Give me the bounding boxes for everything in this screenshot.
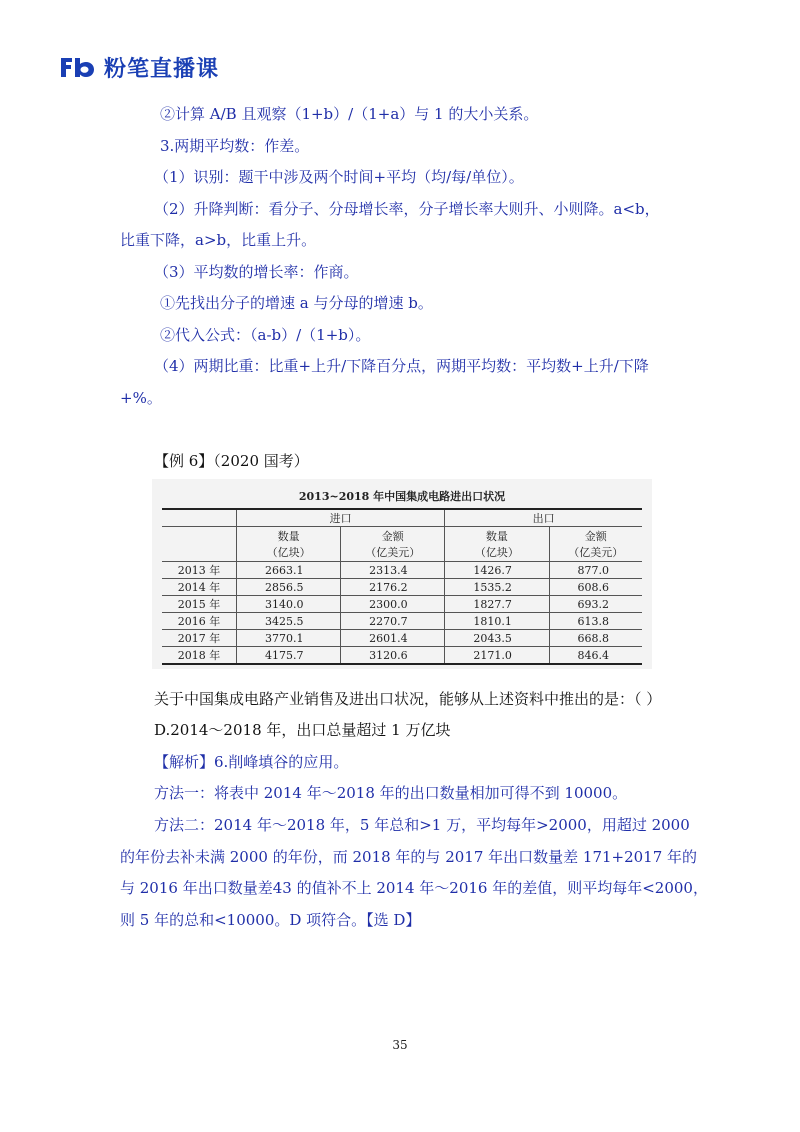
analysis-line: 的年份去补未满 2000 的年份，而 2018 年的与 2017 年出口数量差 171+2017 年的 <box>120 848 698 866</box>
brand-logo <box>58 52 219 82</box>
text-line: ②计算 A/B 且观察（1+b）/（1+a）与 1 的大小关系。 <box>160 105 539 123</box>
table-group-header: 出口 <box>445 509 642 527</box>
table-column-header: 数量 （亿块） <box>445 527 549 562</box>
table-column-header: 金额 （亿美元） <box>341 527 445 562</box>
table-cell: 2300.0 <box>341 596 445 613</box>
text-line: ①先找出分子的增速 a 与分母的增速 b。 <box>160 294 433 312</box>
text-line: （4）两期比重：比重+上升/下降百分点，两期平均数：平均数+上升/下降 <box>154 357 649 375</box>
question-text: 关于中国集成电路产业销售及进出口状况，能够从上述资料中推出的是：（ ） <box>154 690 662 708</box>
table-corner <box>162 509 237 527</box>
table-cell-year: 2014 年 <box>162 579 237 596</box>
table-cell: 2171.0 <box>445 647 549 665</box>
table-corner <box>162 527 237 562</box>
option-d: D.2014～2018 年，出口总量超过 1 万亿块 <box>154 721 451 739</box>
text-line: 比重下降，a>b，比重上升。 <box>120 231 317 249</box>
table-column-header: 数量 （亿块） <box>237 527 341 562</box>
analysis-line: 与 2016 年出口数量差43 的值补不上 2014 年～2016 年的差值，则平均每年<2000， <box>120 879 708 897</box>
table-cell: 877.0 <box>549 562 642 579</box>
table-cell: 2663.1 <box>237 562 341 579</box>
text-line: 3.两期平均数：作差。 <box>160 137 310 155</box>
table-cell: 3120.6 <box>341 647 445 665</box>
table-row <box>162 630 642 647</box>
text-line: （3）平均数的增长率：作商。 <box>154 263 359 281</box>
analysis-line: 方法一：将表中 2014 年～2018 年的出口数量相加可得不到 10000。 <box>154 784 628 802</box>
page-number: 35 <box>392 1038 408 1052</box>
table-row <box>162 613 642 630</box>
table-cell: 1827.7 <box>445 596 549 613</box>
table-cell: 3425.5 <box>237 613 341 630</box>
table-cell: 2601.4 <box>341 630 445 647</box>
table-row <box>162 579 642 596</box>
analysis-line: 方法二：2014 年～2018 年，5 年总和>1 万，平均每年>2000，用超过 2000 <box>154 816 690 834</box>
table-cell: 613.8 <box>549 613 642 630</box>
data-table <box>162 485 642 665</box>
data-table-image <box>152 479 652 669</box>
text-line: （1）识别：题干中涉及两个时间+平均（均/每/单位）。 <box>154 168 524 186</box>
table-group-header: 进口 <box>237 509 445 527</box>
table-cell: 3770.1 <box>237 630 341 647</box>
table-cell-year: 2017 年 <box>162 630 237 647</box>
table-cell-year: 2016 年 <box>162 613 237 630</box>
text-line: （2）升降判断：看分子、分母增长率，分子增长率大则升、小则降。a<b， <box>154 200 660 218</box>
table-cell: 2270.7 <box>341 613 445 630</box>
table-cell: 2176.2 <box>341 579 445 596</box>
table-row <box>162 647 642 665</box>
table-cell: 2043.5 <box>445 630 549 647</box>
table-cell: 1810.1 <box>445 613 549 630</box>
brand-name: 粉笔直播课 <box>104 56 220 82</box>
example-label: 【例 6】（2020 国考） <box>154 452 309 470</box>
table-cell-year: 2015 年 <box>162 596 237 613</box>
table-cell: 1426.7 <box>445 562 549 579</box>
table-column-header: 金额 （亿美元） <box>549 527 642 562</box>
table-cell: 693.2 <box>549 596 642 613</box>
analysis-line: 则 5 年的总和<10000。D 项符合。【选 D】 <box>120 911 421 929</box>
table-cell: 2856.5 <box>237 579 341 596</box>
table-cell: 2313.4 <box>341 562 445 579</box>
table-cell: 668.8 <box>549 630 642 647</box>
table-row <box>162 562 642 579</box>
text-line: ②代入公式：（a-b）/（1+b）。 <box>160 326 371 344</box>
table-cell-year: 2018 年 <box>162 647 237 665</box>
table-cell: 3140.0 <box>237 596 341 613</box>
table-cell: 608.6 <box>549 579 642 596</box>
table-cell: 1535.2 <box>445 579 549 596</box>
table-cell-year: 2013 年 <box>162 562 237 579</box>
text-line: +%。 <box>120 389 162 407</box>
table-cell: 846.4 <box>549 647 642 665</box>
table-cell: 4175.7 <box>237 647 341 665</box>
table-row <box>162 596 642 613</box>
fb-logo-icon <box>58 54 98 80</box>
analysis-title: 【解析】6.削峰填谷的应用。 <box>154 753 349 771</box>
table-title: 2013~2018 年中国集成电路进出口状况 <box>298 490 506 503</box>
